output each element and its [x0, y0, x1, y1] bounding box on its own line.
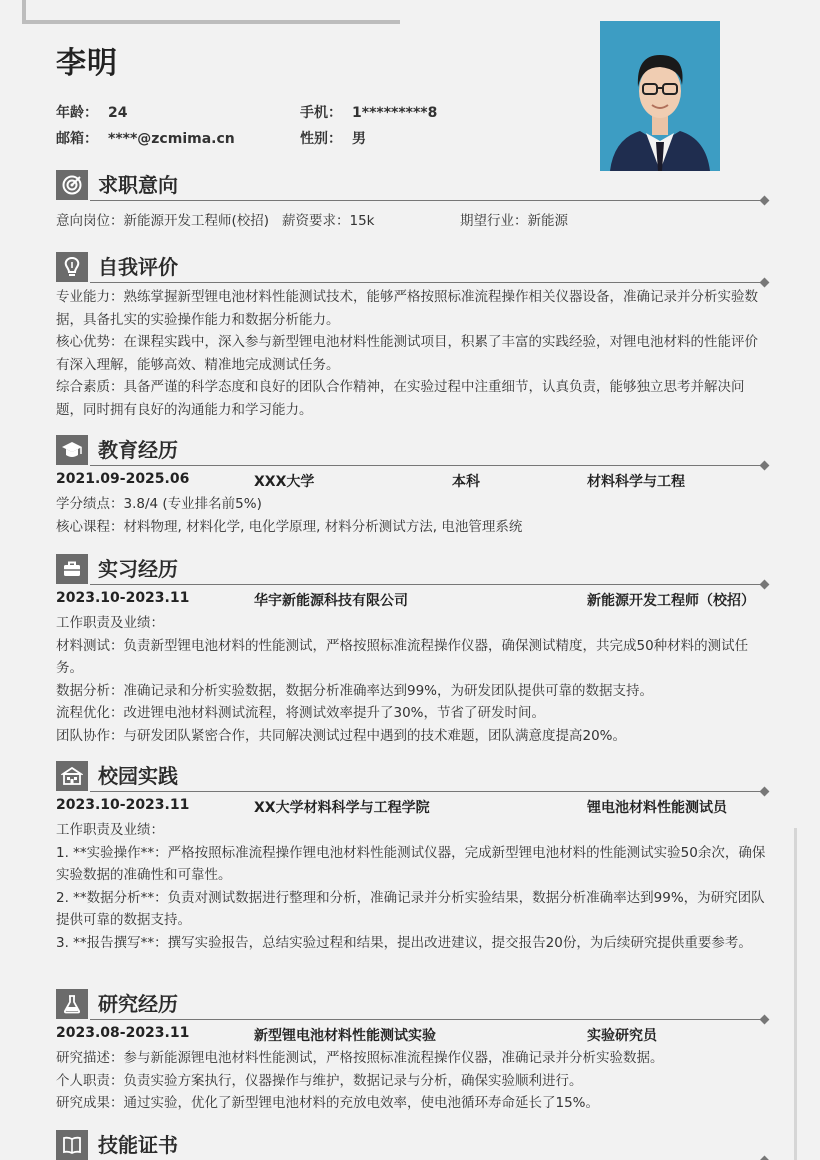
divider-diamond: [760, 1156, 770, 1160]
section-job-intention: [56, 170, 768, 230]
education-summary-row: [56, 469, 768, 493]
target-icon: [56, 170, 88, 200]
research-line: 个人职责：负责实验方案执行，仪器操作与维护，数据记录与分析，确保实验顺利进行。: [56, 1072, 583, 1089]
age-value: 24: [108, 105, 128, 121]
briefcase-icon: [56, 554, 88, 584]
section-header: [56, 435, 768, 465]
phone-value: 1*********8: [352, 105, 438, 121]
section-internship: [56, 554, 768, 747]
email-field: [56, 128, 235, 148]
email-value: ****@zcmima.cn: [108, 131, 235, 147]
internship-line: 工作职责及业绩：: [56, 615, 164, 631]
internship-summary-row: [56, 588, 768, 612]
gender-field: [300, 128, 366, 148]
portrait-illustration: [600, 21, 720, 171]
phone-field: [300, 102, 437, 122]
self-eval-line: 专业能力：熟练掌握新型锂电池材料性能测试技术，能够严格按照标准流程操作相关仪器设备，准确记录并分析实验数据，具备扎实的实验操作能力和数据分析能力。: [56, 289, 758, 328]
section-title: 教育经历: [98, 438, 178, 462]
profile-photo: [600, 21, 720, 171]
book-icon: [56, 1130, 88, 1160]
corner-decoration-vertical: [22, 0, 26, 20]
research-role: 实验研究员: [587, 1028, 657, 1044]
campus-org: XX大学材料科学与工程学院: [254, 800, 430, 816]
flask-icon: [56, 989, 88, 1019]
campus-line: 1. **实验操作**：严格按照标准流程操作锂电池材料性能测试仪器，完成新型锂电池材料的性能测试实验50余次，确保实验数据的准确性和可靠性。: [56, 844, 766, 883]
internship-company: 华宇新能源科技有限公司: [254, 593, 408, 609]
education-degree: 本科: [452, 474, 480, 490]
section-title: 校园实践: [98, 764, 178, 788]
gender-label: 性别：: [300, 131, 342, 147]
section-title: 研究经历: [98, 992, 178, 1016]
section-divider: [90, 584, 764, 586]
section-research: [56, 989, 768, 1115]
intention-position: 意向岗位：新能源开发工程师(校招): [56, 213, 270, 229]
age-field: [56, 102, 127, 122]
campus-summary-row: [56, 795, 768, 819]
self-eval-line: 综合素质：具备严谨的科学态度和良好的团队合作精神，在实验过程中注重细节，认真负责，能够独立思考并解决问题，同时拥有良好的沟通能力和学习能力。: [56, 379, 745, 418]
campus-role: 锂电池材料性能测试员: [587, 800, 727, 816]
education-date: 2021.09-2025.06: [56, 471, 190, 487]
section-campus-practice: [56, 761, 768, 954]
section-title: 求职意向: [98, 173, 178, 197]
phone-label: 手机：: [300, 105, 342, 121]
section-divider: [90, 1019, 764, 1021]
education-major: 材料科学与工程: [587, 474, 685, 490]
campus-date: 2023.10-2023.11: [56, 797, 190, 813]
research-line: 研究描述：参与新能源锂电池材料性能测试，严格按照标准流程操作仪器，准确记录并分析实验数据。: [56, 1050, 664, 1066]
section-title: 实习经历: [98, 557, 178, 581]
bulb-icon: [56, 252, 88, 282]
section-divider: [90, 465, 764, 467]
corner-decoration-horizontal: [22, 20, 400, 24]
section-header: [56, 1130, 768, 1160]
research-line: 研究成果：通过实验，优化了新型锂电池材料的充放电效率，使电池循环寿命延长了15%。: [56, 1095, 600, 1111]
right-edge-decoration: [794, 828, 797, 1160]
section-divider: [90, 282, 764, 284]
education-line: 核心课程：材料物理, 材料化学, 电化学原理, 材料分析测试方法, 电池管理系统: [56, 518, 523, 535]
research-date: 2023.08-2023.11: [56, 1025, 190, 1041]
self-eval-line: 核心优势：在课程实践中，深入参与新型锂电池材料性能测试项目，积累了丰富的实践经验，对锂电池材料的性能评价有深入理解，能够高效、精准地完成测试任务。: [56, 334, 758, 373]
research-project: 新型锂电池材料性能测试实验: [254, 1028, 436, 1044]
intention-salary: 薪资要求：15k: [282, 213, 375, 229]
gender-value: 男: [352, 131, 366, 147]
section-education: [56, 435, 768, 538]
internship-line: 团队协作：与研发团队紧密合作，共同解决测试过程中遇到的技术难题，团队满意度提高20%。: [56, 727, 627, 744]
section-header: [56, 989, 768, 1019]
section-header: [56, 554, 768, 584]
candidate-name: 李明: [56, 46, 118, 81]
internship-line: 流程优化：改进锂电池材料测试流程，将测试效率提升了30%，节省了研发时间。: [56, 705, 546, 721]
section-header: [56, 170, 768, 200]
research-summary-row: [56, 1023, 768, 1047]
section-self-evaluation: [56, 252, 768, 421]
age-label: 年龄：: [56, 105, 98, 121]
internship-role: 新能源开发工程师（校招）: [587, 593, 755, 609]
internship-line: 数据分析：准确记录和分析实验数据，数据分析准确率达到99%，为研发团队提供可靠的数据支持。: [56, 682, 654, 699]
internship-line: 材料测试：负责新型锂电池材料的性能测试，严格按照标准流程操作仪器，确保测试精度，共完成50种材料的测试任务。: [56, 637, 749, 676]
section-divider: [90, 791, 764, 793]
section-title: 技能证书: [98, 1133, 178, 1157]
section-header: [56, 761, 768, 791]
campus-line: 工作职责及业绩：: [56, 822, 164, 838]
campus-line: 3. **报告撰写**：撰写实验报告，总结实验过程和结果，提出改进建议，提交报告20份，为后续研究提供重要参考。: [56, 934, 752, 951]
intention-industry: 期望行业：新能源: [460, 213, 568, 229]
campus-line: 2. **数据分析**：负责对测试数据进行整理和分析，准确记录并分析实验结果，数据分析准确率达到99%，为研究团队提供可靠的数据支持。: [56, 889, 765, 928]
section-title: 自我评价: [98, 255, 178, 279]
graduation-cap-icon: [56, 435, 88, 465]
email-label: 邮箱：: [56, 131, 98, 147]
section-header: [56, 252, 768, 282]
internship-date: 2023.10-2023.11: [56, 590, 190, 606]
education-line: 学分绩点：3.8/4 (专业排名前5%): [56, 496, 262, 512]
education-school: XXX大学: [254, 474, 315, 490]
school-icon: [56, 761, 88, 791]
section-skills: [56, 1130, 768, 1160]
